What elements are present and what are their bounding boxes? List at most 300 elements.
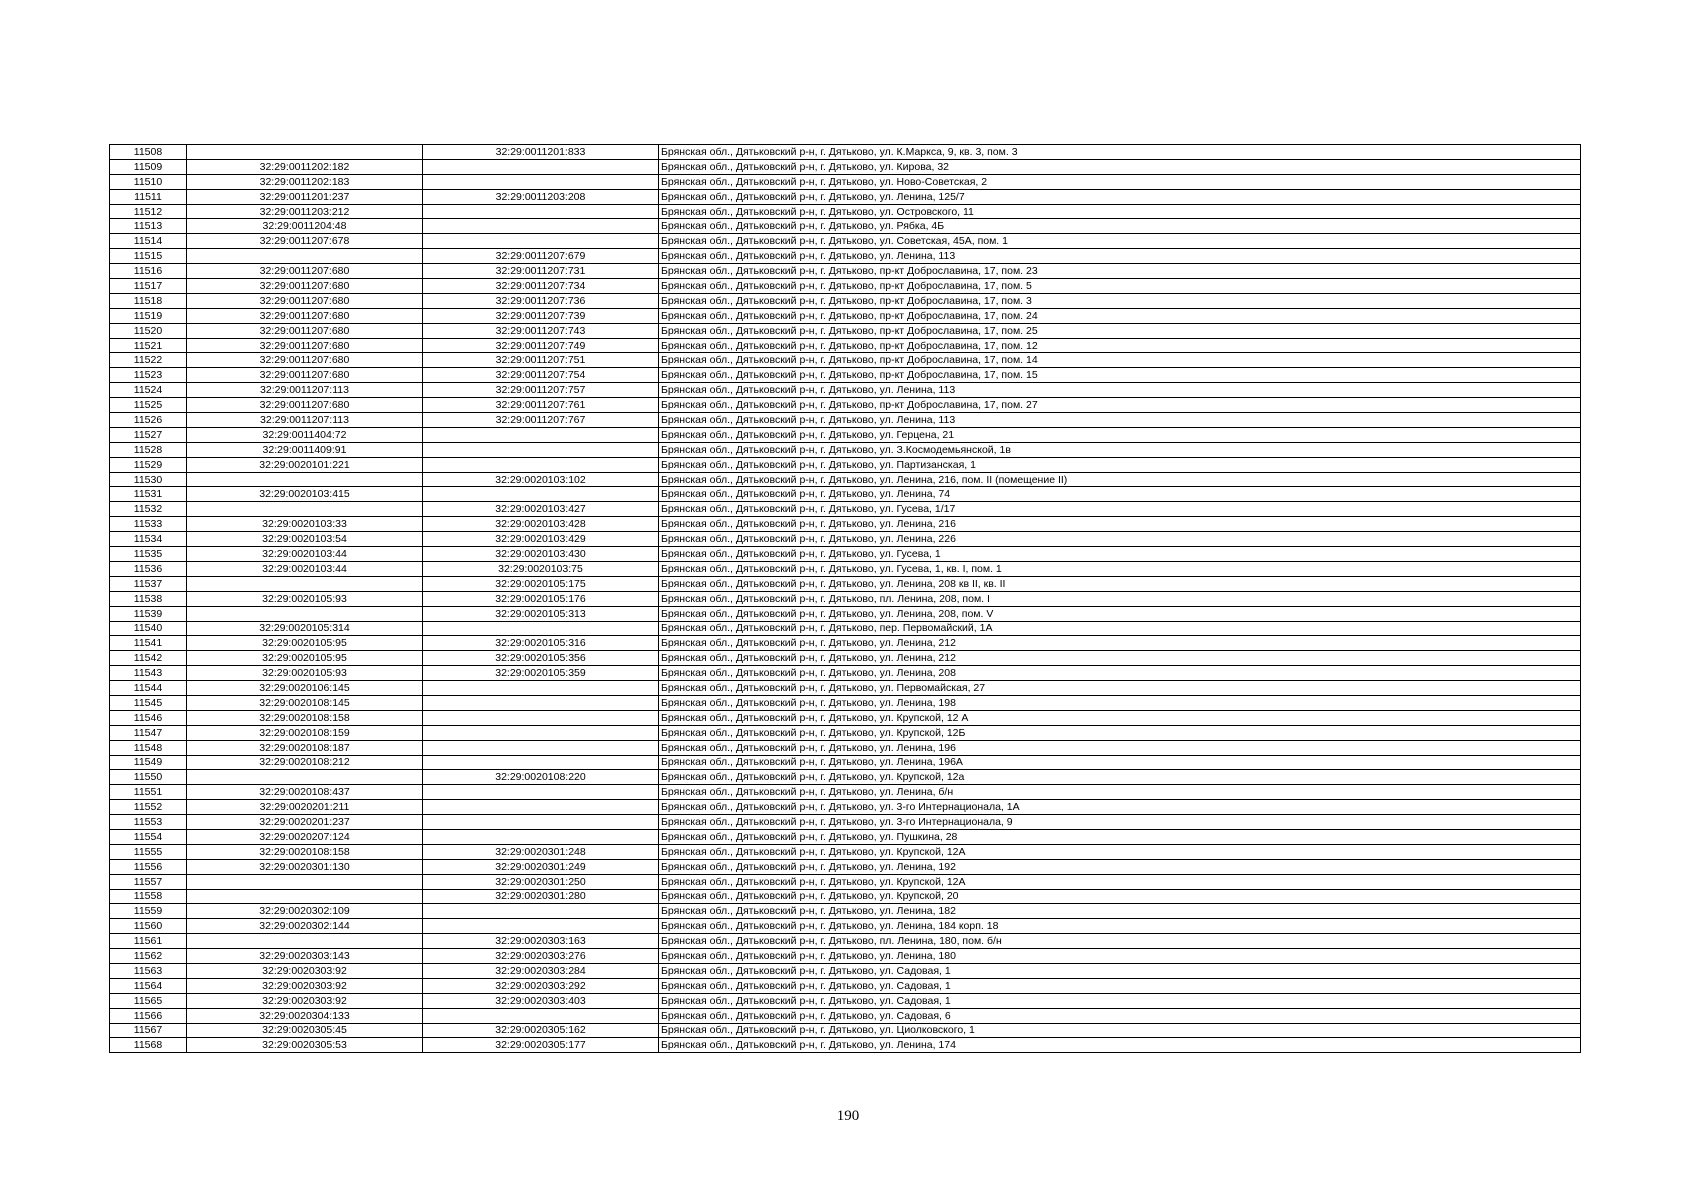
- table-row: [110, 859, 1581, 874]
- object-cadastral-number-cell: [423, 1008, 659, 1023]
- address-cell: Брянская обл., Дятьковский р-н, г. Дятьково, ул. Садовая, 6: [659, 1008, 1581, 1023]
- row-number-cell: 11530: [110, 472, 187, 487]
- address-cell: Брянская обл., Дятьковский р-н, г. Дятьково, ул. Гусева, 1, кв. I, пом. 1: [659, 561, 1581, 576]
- row-number-cell: 11519: [110, 308, 187, 323]
- row-number-cell: 11547: [110, 725, 187, 740]
- table-row: [110, 427, 1581, 442]
- row-number-cell: 11551: [110, 785, 187, 800]
- parcel-cadastral-number-cell: 32:29:0020303:92: [187, 978, 423, 993]
- table-row: [110, 234, 1581, 249]
- object-cadastral-number-cell: 32:29:0020301:250: [423, 874, 659, 889]
- address-cell: Брянская обл., Дятьковский р-н, г. Дятьково, ул. Циолковского, 1: [659, 1023, 1581, 1038]
- address-cell: Брянская обл., Дятьковский р-н, г. Дятьково, пер. Первомайский, 1А: [659, 621, 1581, 636]
- address-cell: Брянская обл., Дятьковский р-н, г. Дятьково, ул. Ленина, 208 кв II, кв. II: [659, 576, 1581, 591]
- address-cell: Брянская обл., Дятьковский р-н, г. Дятьково, пр-кт Доброславина, 17, пом. 14: [659, 353, 1581, 368]
- object-cadastral-number-cell: 32:29:0020303:292: [423, 978, 659, 993]
- row-number-cell: 11567: [110, 1023, 187, 1038]
- table-row: [110, 1038, 1581, 1053]
- address-cell: Брянская обл., Дятьковский р-н, г. Дятьково, ул. Партизанская, 1: [659, 457, 1581, 472]
- address-cell: Брянская обл., Дятьковский р-н, г. Дятьково, пр-кт Доброславина, 17, пом. 27: [659, 398, 1581, 413]
- row-number-cell: 11508: [110, 145, 187, 160]
- parcel-cadastral-number-cell: 32:29:0020201:211: [187, 800, 423, 815]
- object-cadastral-number-cell: 32:29:0011207:749: [423, 338, 659, 353]
- object-cadastral-number-cell: 32:29:0020301:249: [423, 859, 659, 874]
- address-cell: Брянская обл., Дятьковский р-н, г. Дятьково, ул. Ленина, 74: [659, 487, 1581, 502]
- row-number-cell: 11515: [110, 249, 187, 264]
- address-cell: Брянская обл., Дятьковский р-н, г. Дятьково, ул. Рябка, 4Б: [659, 219, 1581, 234]
- object-cadastral-number-cell: [423, 829, 659, 844]
- parcel-cadastral-number-cell: 32:29:0011207:680: [187, 368, 423, 383]
- object-cadastral-number-cell: [423, 457, 659, 472]
- parcel-cadastral-number-cell: 32:29:0020207:124: [187, 829, 423, 844]
- object-cadastral-number-cell: [423, 710, 659, 725]
- parcel-cadastral-number-cell: 32:29:0011207:113: [187, 413, 423, 428]
- table-row: [110, 145, 1581, 160]
- address-cell: Брянская обл., Дятьковский р-н, г. Дятьково, ул. Крупской, 12Б: [659, 725, 1581, 740]
- row-number-cell: 11528: [110, 442, 187, 457]
- parcel-cadastral-number-cell: [187, 874, 423, 889]
- address-cell: Брянская обл., Дятьковский р-н, г. Дятьково, ул. Крупской, 20: [659, 889, 1581, 904]
- object-cadastral-number-cell: 32:29:0020105:176: [423, 591, 659, 606]
- address-cell: Брянская обл., Дятьковский р-н, г. Дятьково, ул. Ленина, 208: [659, 666, 1581, 681]
- address-cell: Брянская обл., Дятьковский р-н, г. Дятьково, ул. Островского, 11: [659, 204, 1581, 219]
- object-cadastral-number-cell: 32:29:0020103:75: [423, 561, 659, 576]
- parcel-cadastral-number-cell: 32:29:0011201:237: [187, 189, 423, 204]
- parcel-cadastral-number-cell: 32:29:0011207:680: [187, 338, 423, 353]
- parcel-cadastral-number-cell: 32:29:0020305:53: [187, 1038, 423, 1053]
- address-cell: Брянская обл., Дятьковский р-н, г. Дятьково, ул. Кирова, 32: [659, 159, 1581, 174]
- row-number-cell: 11552: [110, 800, 187, 815]
- parcel-cadastral-number-cell: 32:29:0011202:182: [187, 159, 423, 174]
- address-cell: Брянская обл., Дятьковский р-н, г. Дятьково, ул. Ленина, 216, пом. II (помещение II): [659, 472, 1581, 487]
- parcel-cadastral-number-cell: 32:29:0020108:158: [187, 710, 423, 725]
- parcel-cadastral-number-cell: 32:29:0011207:680: [187, 398, 423, 413]
- object-cadastral-number-cell: 32:29:0020303:276: [423, 949, 659, 964]
- object-cadastral-number-cell: [423, 487, 659, 502]
- parcel-cadastral-number-cell: [187, 502, 423, 517]
- row-number-cell: 11556: [110, 859, 187, 874]
- object-cadastral-number-cell: [423, 695, 659, 710]
- row-number-cell: 11568: [110, 1038, 187, 1053]
- row-number-cell: 11550: [110, 770, 187, 785]
- table-row: [110, 963, 1581, 978]
- row-number-cell: 11518: [110, 293, 187, 308]
- table-row: [110, 815, 1581, 830]
- parcel-cadastral-number-cell: 32:29:0011207:680: [187, 264, 423, 279]
- address-cell: Брянская обл., Дятьковский р-н, г. Дятьково, ул. 3-го Интернационала, 9: [659, 815, 1581, 830]
- object-cadastral-number-cell: 32:29:0020108:220: [423, 770, 659, 785]
- object-cadastral-number-cell: [423, 159, 659, 174]
- row-number-cell: 11548: [110, 740, 187, 755]
- table-row: [110, 517, 1581, 532]
- address-cell: Брянская обл., Дятьковский р-н, г. Дятьково, ул. Ленина, 196: [659, 740, 1581, 755]
- table-row: [110, 308, 1581, 323]
- object-cadastral-number-cell: 32:29:0011207:761: [423, 398, 659, 413]
- parcel-cadastral-number-cell: 32:29:0020305:45: [187, 1023, 423, 1038]
- object-cadastral-number-cell: 32:29:0011207:739: [423, 308, 659, 323]
- row-number-cell: 11538: [110, 591, 187, 606]
- row-number-cell: 11545: [110, 695, 187, 710]
- table-row: [110, 829, 1581, 844]
- address-cell: Брянская обл., Дятьковский р-н, г. Дятьково, ул. Ленина, 180: [659, 949, 1581, 964]
- parcel-cadastral-number-cell: 32:29:0011204:48: [187, 219, 423, 234]
- table-row: [110, 889, 1581, 904]
- address-cell: Брянская обл., Дятьковский р-н, г. Дятьково, ул. Крупской, 12А: [659, 844, 1581, 859]
- address-cell: Брянская обл., Дятьковский р-н, г. Дятьково, ул. Садовая, 1: [659, 993, 1581, 1008]
- object-cadastral-number-cell: 32:29:0020103:429: [423, 532, 659, 547]
- table-row: [110, 264, 1581, 279]
- object-cadastral-number-cell: 32:29:0011207:754: [423, 368, 659, 383]
- object-cadastral-number-cell: [423, 755, 659, 770]
- row-number-cell: 11522: [110, 353, 187, 368]
- table-row: [110, 1008, 1581, 1023]
- table-row: [110, 532, 1581, 547]
- row-number-cell: 11513: [110, 219, 187, 234]
- parcel-cadastral-number-cell: 32:29:0020103:415: [187, 487, 423, 502]
- address-cell: Брянская обл., Дятьковский р-н, г. Дятьково, ул. Крупской, 12А: [659, 874, 1581, 889]
- object-cadastral-number-cell: 32:29:0020105:316: [423, 636, 659, 651]
- parcel-cadastral-number-cell: 32:29:0011404:72: [187, 427, 423, 442]
- address-cell: Брянская обл., Дятьковский р-н, г. Дятьково, ул. Ленина, 208, пом. V: [659, 606, 1581, 621]
- address-cell: Брянская обл., Дятьковский р-н, г. Дятьково, ул. Ново-Советская, 2: [659, 174, 1581, 189]
- address-cell: Брянская обл., Дятьковский р-н, г. Дятьково, пл. Ленина, 208, пом. I: [659, 591, 1581, 606]
- address-cell: Брянская обл., Дятьковский р-н, г. Дятьково, пр-кт Доброславина, 17, пом. 3: [659, 293, 1581, 308]
- table-row: [110, 904, 1581, 919]
- address-cell: Брянская обл., Дятьковский р-н, г. Дятьково, ул. Садовая, 1: [659, 978, 1581, 993]
- row-number-cell: 11542: [110, 651, 187, 666]
- row-number-cell: 11523: [110, 368, 187, 383]
- table-row: [110, 472, 1581, 487]
- object-cadastral-number-cell: [423, 904, 659, 919]
- parcel-cadastral-number-cell: 32:29:0020105:314: [187, 621, 423, 636]
- object-cadastral-number-cell: [423, 219, 659, 234]
- row-number-cell: 11527: [110, 427, 187, 442]
- row-number-cell: 11511: [110, 189, 187, 204]
- row-number-cell: 11536: [110, 561, 187, 576]
- object-cadastral-number-cell: 32:29:0011207:757: [423, 383, 659, 398]
- parcel-cadastral-number-cell: 32:29:0020105:93: [187, 666, 423, 681]
- row-number-cell: 11555: [110, 844, 187, 859]
- parcel-cadastral-number-cell: 32:29:0011207:678: [187, 234, 423, 249]
- object-cadastral-number-cell: [423, 234, 659, 249]
- object-cadastral-number-cell: 32:29:0020303:284: [423, 963, 659, 978]
- parcel-cadastral-number-cell: 32:29:0020108:158: [187, 844, 423, 859]
- object-cadastral-number-cell: 32:29:0020103:428: [423, 517, 659, 532]
- object-cadastral-number-cell: 32:29:0020301:280: [423, 889, 659, 904]
- address-cell: Брянская обл., Дятьковский р-н, г. Дятьково, ул. Ленина, 212: [659, 651, 1581, 666]
- row-number-cell: 11531: [110, 487, 187, 502]
- object-cadastral-number-cell: 32:29:0011207:734: [423, 279, 659, 294]
- table-row: [110, 636, 1581, 651]
- object-cadastral-number-cell: [423, 204, 659, 219]
- table-row: [110, 919, 1581, 934]
- table-row: [110, 279, 1581, 294]
- object-cadastral-number-cell: [423, 681, 659, 696]
- table-row: [110, 710, 1581, 725]
- address-cell: Брянская обл., Дятьковский р-н, г. Дятьково, ул. Пушкина, 28: [659, 829, 1581, 844]
- table-row: [110, 874, 1581, 889]
- row-number-cell: 11566: [110, 1008, 187, 1023]
- object-cadastral-number-cell: [423, 919, 659, 934]
- table-row: [110, 844, 1581, 859]
- table-row: [110, 949, 1581, 964]
- address-cell: Брянская обл., Дятьковский р-н, г. Дятьково, ул. Ленина, 192: [659, 859, 1581, 874]
- parcel-cadastral-number-cell: 32:29:0020108:187: [187, 740, 423, 755]
- object-cadastral-number-cell: 32:29:0020305:162: [423, 1023, 659, 1038]
- table-row: [110, 561, 1581, 576]
- table-row: [110, 547, 1581, 562]
- parcel-cadastral-number-cell: 32:29:0020201:237: [187, 815, 423, 830]
- object-cadastral-number-cell: 32:29:0020105:313: [423, 606, 659, 621]
- table-row: [110, 398, 1581, 413]
- address-cell: Брянская обл., Дятьковский р-н, г. Дятьково, ул. К.Маркса, 9, кв. 3, пом. 3: [659, 145, 1581, 160]
- table-row: [110, 323, 1581, 338]
- parcel-cadastral-number-cell: 32:29:0011207:680: [187, 308, 423, 323]
- table-row: [110, 934, 1581, 949]
- parcel-cadastral-number-cell: 32:29:0020103:44: [187, 561, 423, 576]
- table-row: [110, 413, 1581, 428]
- table-row: [110, 621, 1581, 636]
- table-row: [110, 353, 1581, 368]
- table-row: [110, 993, 1581, 1008]
- address-cell: Брянская обл., Дятьковский р-н, г. Дятьково, ул. Садовая, 1: [659, 963, 1581, 978]
- table-row: [110, 770, 1581, 785]
- row-number-cell: 11516: [110, 264, 187, 279]
- row-number-cell: 11510: [110, 174, 187, 189]
- object-cadastral-number-cell: 32:29:0020303:403: [423, 993, 659, 1008]
- object-cadastral-number-cell: 32:29:0011203:208: [423, 189, 659, 204]
- object-cadastral-number-cell: 32:29:0020305:177: [423, 1038, 659, 1053]
- object-cadastral-number-cell: [423, 442, 659, 457]
- address-cell: Брянская обл., Дятьковский р-н, г. Дятьково, ул. 3-го Интернационала, 1А: [659, 800, 1581, 815]
- parcel-cadastral-number-cell: 32:29:0020302:144: [187, 919, 423, 934]
- address-cell: Брянская обл., Дятьковский р-н, г. Дятьково, ул. Ленина, 184 корп. 18: [659, 919, 1581, 934]
- address-cell: Брянская обл., Дятьковский р-н, г. Дятьково, пр-кт Доброславина, 17, пом. 23: [659, 264, 1581, 279]
- row-number-cell: 11563: [110, 963, 187, 978]
- table-body: [110, 145, 1581, 1053]
- address-cell: Брянская обл., Дятьковский р-н, г. Дятьково, ул. Ленина, 113: [659, 383, 1581, 398]
- parcel-cadastral-number-cell: 32:29:0011207:680: [187, 279, 423, 294]
- parcel-cadastral-number-cell: 32:29:0020108:159: [187, 725, 423, 740]
- object-cadastral-number-cell: 32:29:0011207:743: [423, 323, 659, 338]
- table-row: [110, 204, 1581, 219]
- parcel-cadastral-number-cell: [187, 770, 423, 785]
- address-cell: Брянская обл., Дятьковский р-н, г. Дятьково, ул. Ленина, 198: [659, 695, 1581, 710]
- parcel-cadastral-number-cell: 32:29:0020301:130: [187, 859, 423, 874]
- row-number-cell: 11535: [110, 547, 187, 562]
- parcel-cadastral-number-cell: 32:29:0020106:145: [187, 681, 423, 696]
- address-cell: Брянская обл., Дятьковский р-н, г. Дятьково, ул. Ленина, 212: [659, 636, 1581, 651]
- object-cadastral-number-cell: 32:29:0020105:359: [423, 666, 659, 681]
- table-row: [110, 442, 1581, 457]
- object-cadastral-number-cell: 32:29:0020301:248: [423, 844, 659, 859]
- parcel-cadastral-number-cell: 32:29:0020108:212: [187, 755, 423, 770]
- table-row: [110, 695, 1581, 710]
- table-row: [110, 457, 1581, 472]
- parcel-cadastral-number-cell: [187, 889, 423, 904]
- object-cadastral-number-cell: [423, 621, 659, 636]
- address-cell: Брянская обл., Дятьковский р-н, г. Дятьково, ул. Гусева, 1: [659, 547, 1581, 562]
- address-cell: Брянская обл., Дятьковский р-н, г. Дятьково, пр-кт Доброславина, 17, пом. 15: [659, 368, 1581, 383]
- address-cell: Брянская обл., Дятьковский р-н, г. Дятьково, пр-кт Доброславина, 17, пом. 5: [659, 279, 1581, 294]
- address-cell: Брянская обл., Дятьковский р-н, г. Дятьково, пл. Ленина, 180, пом. б/н: [659, 934, 1581, 949]
- object-cadastral-number-cell: [423, 815, 659, 830]
- table-row: [110, 293, 1581, 308]
- object-cadastral-number-cell: [423, 785, 659, 800]
- row-number-cell: 11512: [110, 204, 187, 219]
- address-cell: Брянская обл., Дятьковский р-н, г. Дятьково, ул. Ленина, 113: [659, 249, 1581, 264]
- object-cadastral-number-cell: 32:29:0020303:163: [423, 934, 659, 949]
- address-cell: Брянская обл., Дятьковский р-н, г. Дятьково, ул. Гусева, 1/17: [659, 502, 1581, 517]
- table-row: [110, 368, 1581, 383]
- table-row: [110, 383, 1581, 398]
- address-cell: Брянская обл., Дятьковский р-н, г. Дятьково, пр-кт Доброславина, 17, пом. 12: [659, 338, 1581, 353]
- row-number-cell: 11561: [110, 934, 187, 949]
- parcel-cadastral-number-cell: 32:29:0011203:212: [187, 204, 423, 219]
- table-row: [110, 651, 1581, 666]
- parcel-cadastral-number-cell: 32:29:0020103:54: [187, 532, 423, 547]
- parcel-cadastral-number-cell: 32:29:0020303:92: [187, 963, 423, 978]
- address-cell: Брянская обл., Дятьковский р-н, г. Дятьково, ул. Ленина, 216: [659, 517, 1581, 532]
- table-row: [110, 338, 1581, 353]
- table-row: [110, 189, 1581, 204]
- row-number-cell: 11514: [110, 234, 187, 249]
- row-number-cell: 11521: [110, 338, 187, 353]
- address-cell: Брянская обл., Дятьковский р-н, г. Дятьково, ул. Первомайская, 27: [659, 681, 1581, 696]
- parcel-cadastral-number-cell: 32:29:0020101:221: [187, 457, 423, 472]
- table-row: [110, 174, 1581, 189]
- row-number-cell: 11565: [110, 993, 187, 1008]
- object-cadastral-number-cell: 32:29:0020105:175: [423, 576, 659, 591]
- table-row: [110, 606, 1581, 621]
- table-row: [110, 249, 1581, 264]
- address-cell: Брянская обл., Дятьковский р-н, г. Дятьково, пр-кт Доброславина, 17, пом. 24: [659, 308, 1581, 323]
- object-cadastral-number-cell: [423, 725, 659, 740]
- address-cell: Брянская обл., Дятьковский р-н, г. Дятьково, ул. Ленина, 226: [659, 532, 1581, 547]
- table-row: [110, 159, 1581, 174]
- parcel-cadastral-number-cell: 32:29:0020105:95: [187, 636, 423, 651]
- row-number-cell: 11557: [110, 874, 187, 889]
- object-cadastral-number-cell: 32:29:0011207:679: [423, 249, 659, 264]
- object-cadastral-number-cell: 32:29:0011207:736: [423, 293, 659, 308]
- row-number-cell: 11564: [110, 978, 187, 993]
- row-number-cell: 11539: [110, 606, 187, 621]
- row-number-cell: 11541: [110, 636, 187, 651]
- row-number-cell: 11509: [110, 159, 187, 174]
- parcel-cadastral-number-cell: 32:29:0011207:680: [187, 353, 423, 368]
- row-number-cell: 11534: [110, 532, 187, 547]
- parcel-cadastral-number-cell: 32:29:0011202:183: [187, 174, 423, 189]
- address-cell: Брянская обл., Дятьковский р-н, г. Дятьково, ул. Крупской, 12 А: [659, 710, 1581, 725]
- row-number-cell: 11526: [110, 413, 187, 428]
- parcel-cadastral-number-cell: 32:29:0011207:680: [187, 293, 423, 308]
- address-cell: Брянская обл., Дятьковский р-н, г. Дятьково, ул. З.Космодемьянской, 1в: [659, 442, 1581, 457]
- parcel-cadastral-number-cell: 32:29:0011409:91: [187, 442, 423, 457]
- object-cadastral-number-cell: [423, 427, 659, 442]
- object-cadastral-number-cell: 32:29:0020103:102: [423, 472, 659, 487]
- table-row: [110, 666, 1581, 681]
- address-cell: Брянская обл., Дятьковский р-н, г. Дятьково, ул. Ленина, б/н: [659, 785, 1581, 800]
- table-row: [110, 800, 1581, 815]
- table-row: [110, 740, 1581, 755]
- parcel-cadastral-number-cell: 32:29:0011207:680: [187, 323, 423, 338]
- object-cadastral-number-cell: 32:29:0011207:767: [423, 413, 659, 428]
- address-cell: Брянская обл., Дятьковский р-н, г. Дятьково, ул. Ленина, 113: [659, 413, 1581, 428]
- table-row: [110, 725, 1581, 740]
- address-cell: Брянская обл., Дятьковский р-н, г. Дятьково, ул. Ленина, 196А: [659, 755, 1581, 770]
- parcel-cadastral-number-cell: 32:29:0020302:109: [187, 904, 423, 919]
- parcel-cadastral-number-cell: 32:29:0011207:113: [187, 383, 423, 398]
- parcel-cadastral-number-cell: [187, 472, 423, 487]
- table-row: [110, 219, 1581, 234]
- row-number-cell: 11540: [110, 621, 187, 636]
- object-cadastral-number-cell: 32:29:0020105:356: [423, 651, 659, 666]
- table-row: [110, 681, 1581, 696]
- table-row: [110, 755, 1581, 770]
- object-cadastral-number-cell: 32:29:0011201:833: [423, 145, 659, 160]
- table-row: [110, 978, 1581, 993]
- address-cell: Брянская обл., Дятьковский р-н, г. Дятьково, ул. Советская, 45А, пом. 1: [659, 234, 1581, 249]
- address-cell: Брянская обл., Дятьковский р-н, г. Дятьково, ул. Ленина, 125/7: [659, 189, 1581, 204]
- parcel-cadastral-number-cell: [187, 249, 423, 264]
- parcel-cadastral-number-cell: 32:29:0020303:143: [187, 949, 423, 964]
- parcel-cadastral-number-cell: [187, 576, 423, 591]
- parcel-cadastral-number-cell: 32:29:0020108:437: [187, 785, 423, 800]
- object-cadastral-number-cell: [423, 740, 659, 755]
- row-number-cell: 11558: [110, 889, 187, 904]
- parcel-cadastral-number-cell: [187, 145, 423, 160]
- table-row: [110, 591, 1581, 606]
- table-row: [110, 785, 1581, 800]
- parcel-cadastral-number-cell: 32:29:0020103:33: [187, 517, 423, 532]
- parcel-cadastral-number-cell: 32:29:0020303:92: [187, 993, 423, 1008]
- object-cadastral-number-cell: 32:29:0020103:430: [423, 547, 659, 562]
- address-cell: Брянская обл., Дятьковский р-н, г. Дятьково, ул. Ленина, 174: [659, 1038, 1581, 1053]
- row-number-cell: 11517: [110, 279, 187, 294]
- parcel-cadastral-number-cell: 32:29:0020108:145: [187, 695, 423, 710]
- object-cadastral-number-cell: 32:29:0011207:751: [423, 353, 659, 368]
- row-number-cell: 11560: [110, 919, 187, 934]
- row-number-cell: 11532: [110, 502, 187, 517]
- object-cadastral-number-cell: 32:29:0020103:427: [423, 502, 659, 517]
- row-number-cell: 11543: [110, 666, 187, 681]
- parcel-cadastral-number-cell: 32:29:0020103:44: [187, 547, 423, 562]
- table-row: [110, 487, 1581, 502]
- row-number-cell: 11520: [110, 323, 187, 338]
- parcel-cadastral-number-cell: [187, 934, 423, 949]
- row-number-cell: 11544: [110, 681, 187, 696]
- row-number-cell: 11529: [110, 457, 187, 472]
- object-cadastral-number-cell: [423, 174, 659, 189]
- row-number-cell: 11546: [110, 710, 187, 725]
- row-number-cell: 11525: [110, 398, 187, 413]
- parcel-cadastral-number-cell: 32:29:0020105:95: [187, 651, 423, 666]
- address-cell: Брянская обл., Дятьковский р-н, г. Дятьково, пр-кт Доброславина, 17, пом. 25: [659, 323, 1581, 338]
- row-number-cell: 11553: [110, 815, 187, 830]
- row-number-cell: 11559: [110, 904, 187, 919]
- table-row: [110, 576, 1581, 591]
- row-number-cell: 11537: [110, 576, 187, 591]
- row-number-cell: 11533: [110, 517, 187, 532]
- parcel-cadastral-number-cell: 32:29:0020105:93: [187, 591, 423, 606]
- address-cell: Брянская обл., Дятьковский р-н, г. Дятьково, ул. Ленина, 182: [659, 904, 1581, 919]
- page-number: 190: [836, 1108, 860, 1124]
- table-row: [110, 502, 1581, 517]
- row-number-cell: 11562: [110, 949, 187, 964]
- row-number-cell: 11549: [110, 755, 187, 770]
- parcel-cadastral-number-cell: [187, 606, 423, 621]
- object-cadastral-number-cell: 32:29:0011207:731: [423, 264, 659, 279]
